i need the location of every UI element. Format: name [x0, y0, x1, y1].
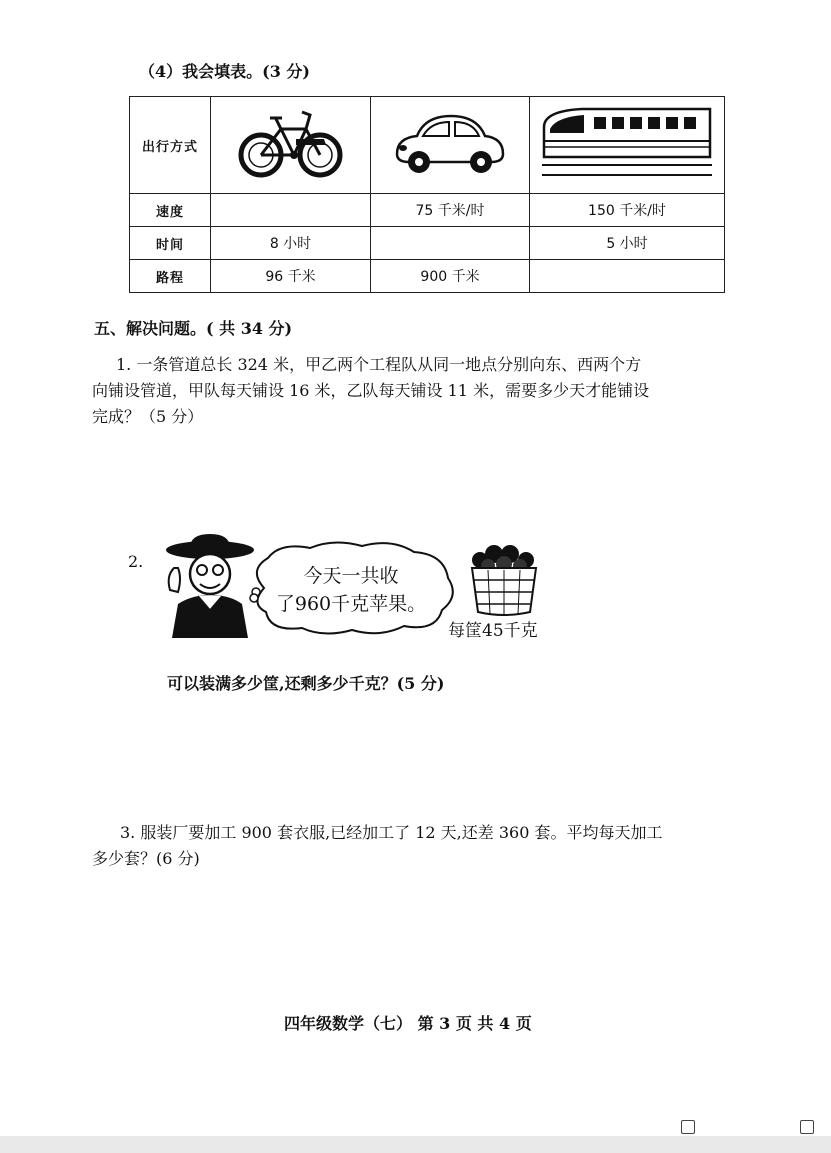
cell-speed-train: 150 千米/时 [530, 194, 725, 227]
bubble-line: 了960千克苹果。 [275, 593, 427, 615]
bubble-line: 今天一共收 [303, 565, 399, 587]
row-label-distance: 路程 [130, 260, 211, 293]
travel-table [129, 96, 725, 293]
bicycle-icon [211, 97, 371, 194]
q1-text [92, 352, 760, 430]
bottom-strip [0, 1136, 831, 1153]
row-label-speed: 速度 [130, 194, 211, 227]
corner-mark-icon [681, 1120, 695, 1134]
cell-speed-bike [211, 194, 371, 227]
car-icon [371, 97, 530, 194]
corner-mark-icon [800, 1120, 814, 1134]
apple-basket-icon [468, 540, 540, 616]
q2-number: 2. [128, 552, 144, 571]
q1-line: 1. 一条管道总长 324 米，甲乙两个工程队从同一地点分别向东、西两个方 [116, 355, 642, 374]
section5-heading: 五、解决问题。( 共 34 分) [94, 319, 293, 338]
train-icon [530, 97, 725, 194]
cell-distance-car: 900 千米 [371, 260, 530, 293]
page-footer: 四年级数学（七） 第 3 页 共 4 页 [284, 1014, 532, 1033]
cell-time-bike: 8 小时 [211, 227, 371, 260]
q1-line: 完成？（5 分） [92, 407, 204, 426]
row-label-time: 时间 [130, 227, 211, 260]
cell-distance-train [530, 260, 725, 293]
q3-line: 3. 服装厂要加工 900 套衣服,已经加工了 12 天,还差 360 套。平均每天加工 [120, 823, 663, 842]
cell-time-train: 5 小时 [530, 227, 725, 260]
cell-time-car [371, 227, 530, 260]
q3-line: 多少套？(6 分) [92, 849, 200, 868]
q2-question: 可以装满多少筐,还剩多少千克？(5 分) [167, 674, 445, 693]
cell-distance-bike: 96 千米 [211, 260, 371, 293]
bubble-text [256, 562, 446, 618]
cell-speed-car: 75 千米/时 [371, 194, 530, 227]
q4-heading: （4）我会填表。(3 分) [139, 62, 310, 81]
row-header-mode: 出行方式 [130, 97, 211, 194]
basket-caption: 每筐45千克 [448, 621, 538, 641]
q3-text [92, 820, 760, 872]
q1-line: 向铺设管道，甲队每天铺设 16 米，乙队每天铺设 11 米，需要多少天才能铺设 [92, 381, 650, 400]
